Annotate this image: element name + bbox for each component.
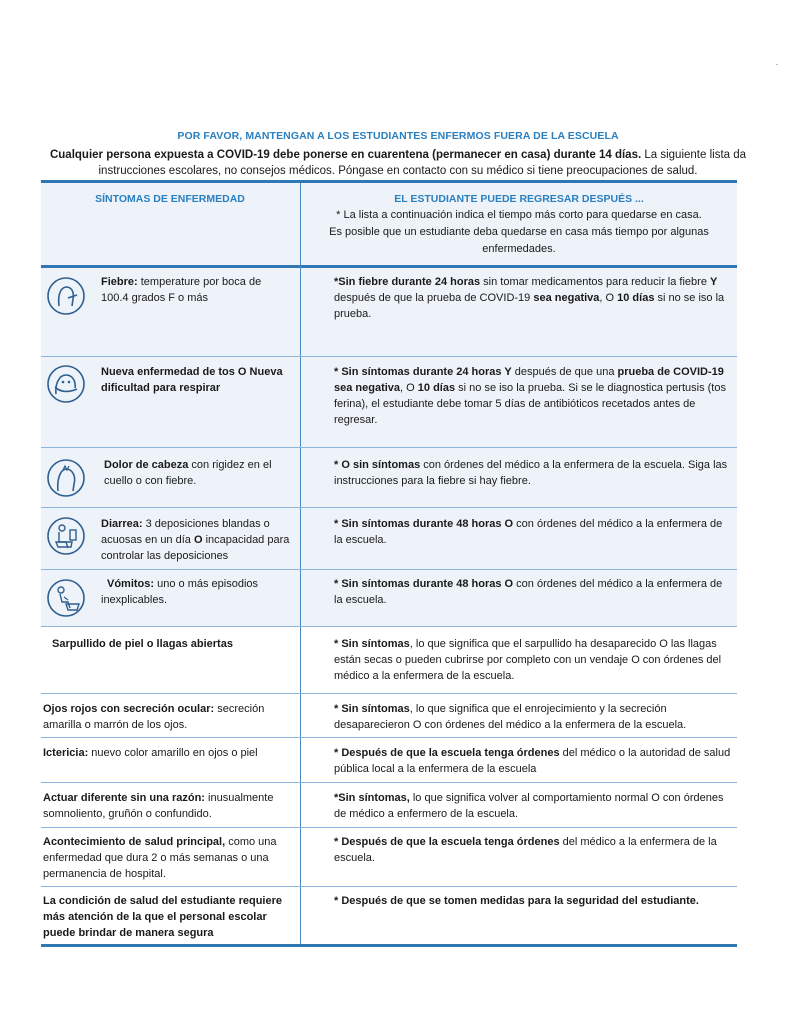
row-divider: [41, 356, 737, 357]
return-text-run: 10 días: [417, 382, 456, 394]
symptom-cell: [104, 457, 284, 489]
return-text-run: 10 días: [617, 292, 655, 304]
row-divider: [41, 886, 737, 887]
return-text-run: *Sin fiebre durante 24 horas: [334, 276, 481, 288]
intro-paragraph: [44, 147, 752, 179]
symptom-cell: [52, 636, 292, 652]
return-text-run: prueba de COVID-19 sea negativa: [334, 366, 724, 394]
return-cell: [334, 745, 732, 777]
note-line-1: * La lista a continuación indica el tiempo más corto para quedarse en casa.: [336, 209, 702, 221]
symptom-text-run: La condición de salud del estudiante requiere más atención de la que el personal escolar puede brindar de manera segura: [43, 895, 282, 939]
return-cell: [334, 790, 732, 822]
headache-icon: [46, 458, 86, 498]
page-title: POR FAVOR, MANTENGAN A LOS ESTUDIANTES ENFERMOS FUERA DE LA ESCUELA: [177, 130, 619, 142]
return-cell: [334, 893, 732, 909]
symptom-text-run: Sarpullido de piel o llagas abiertas: [52, 638, 233, 650]
symptom-cell: [101, 274, 281, 306]
symptom-text-run: Dolor de cabeza: [104, 459, 189, 471]
return-text-run: , O: [599, 292, 618, 304]
symptom-cell: [43, 701, 288, 733]
return-text-run: * Después de que se tomen medidas para la seguridad del estudiante.: [334, 895, 699, 907]
symptom-text-run: Ojos rojos con secreción ocular:: [43, 703, 215, 715]
symptom-cell: [101, 576, 286, 608]
return-cell: [334, 457, 732, 489]
symptom-cell: [43, 745, 293, 761]
return-text-run: si no se iso la prueba. Si se le diagnostica pertusis (tos ferina), el estudiante debe tomar 5 días de antibióticos recetados antes de regresar.: [334, 382, 726, 426]
table-header-rule: [41, 265, 737, 268]
symptom-text-run: Diarrea:: [101, 518, 143, 530]
symptom-text-run: nuevo color amarillo en ojos o piel: [88, 747, 258, 759]
return-cell: [334, 364, 732, 428]
toilet-icon: [46, 516, 86, 556]
symptom-text-run: Fiebre:: [101, 276, 138, 288]
return-text-run: después de que la prueba de COVID-19: [334, 292, 534, 304]
symptom-text-run: temperature por boca de 100.4 grados F o más: [101, 276, 262, 304]
row-divider: [41, 693, 737, 694]
row-divider: [41, 569, 737, 570]
return-cell: [334, 516, 732, 548]
intro-text: La siguiente lista da instrucciones escolares, no consejos médicos. Póngase en contacto con su médico si tiene preocupaciones de salud.: [98, 149, 747, 177]
scan-speck: [776, 64, 778, 65]
symptom-text-run: Vómitos:: [107, 578, 155, 590]
column-header-symptoms: SÍNTOMAS DE ENFERMEDAD: [95, 193, 245, 205]
return-text-run: con órdenes del médico a la enfermera de la escuela. Siga las instrucciones para la fiebre si hay fiebre.: [334, 459, 728, 487]
row-divider: [41, 507, 737, 508]
return-text-run: , lo que significa que el sarpullido ha desaparecido O las llagas están secas o pueden cubrirse por completo con un vendaje O con órdenes del médico a la enfermera de la escuela.: [334, 638, 722, 682]
return-text-run: después de que una: [511, 366, 618, 378]
row-divider: [41, 626, 737, 627]
return-cell: [334, 636, 732, 684]
symptom-cell: [101, 364, 291, 396]
symptom-text-run: 3 deposiciones blandas o acuosas en un día: [101, 518, 270, 546]
return-text-run: * Después de que la escuela tenga órdenes: [334, 836, 560, 848]
symptom-text-run: Nueva enfermedad de tos O Nueva dificultad para respirar: [101, 366, 283, 394]
symptom-text-run: incapacidad para controlar las deposiciones: [101, 534, 290, 562]
return-text-run: , O: [400, 382, 418, 394]
symptom-text-run: con rigidez en el cuello o con fiebre.: [104, 459, 272, 487]
row-divider: [41, 827, 737, 828]
return-text-run: si no se iso la prueba.: [334, 292, 725, 320]
return-text-run: , lo que significa que el enrojecimiento y la secreción desaparecieron O con órdenes del médico a la enfermera de la escuela.: [334, 703, 687, 731]
symptom-text-run: uno o más episodios inexplicables.: [101, 578, 259, 606]
return-text-run: * Sin síntomas: [334, 703, 410, 715]
intro-bold-text: Cualquier persona expuesta a COVID-19 debe ponerse en cuarentena (permanecer en casa) durante 14 días.: [49, 149, 642, 161]
symptom-text-run: inusualmente somnoliento, gruñón o confundido.: [43, 792, 274, 820]
symptom-cell: [43, 834, 293, 882]
row-divider: [41, 782, 737, 783]
return-text-run: del médico o la autoridad de salud pública local a la enfermera de la escuela: [334, 747, 731, 775]
fever-head-icon: [46, 276, 86, 316]
column-divider: [300, 183, 301, 944]
return-text-run: *Sin síntomas,: [334, 792, 410, 804]
table-top-rule: [41, 180, 737, 183]
row-divider: [41, 737, 737, 738]
symptom-text-run: Ictericia:: [43, 747, 89, 759]
return-cell: [334, 274, 732, 322]
cough-head-icon: [46, 364, 86, 404]
return-cell: [334, 576, 732, 608]
return-text-run: * Sin síntomas: [334, 638, 410, 650]
symptom-text-run: Actuar diferente sin una razón:: [43, 792, 205, 804]
return-text-run: lo que significa volver al comportamiento normal O con órdenes de médico a enfermero de la escuela.: [334, 792, 724, 820]
return-text-run: * Después de que la escuela tenga órdenes: [334, 747, 560, 759]
return-text-run: * O sin síntomas: [334, 459, 421, 471]
return-text-run: * Sin síntomas durante 48 horas O: [334, 518, 514, 530]
return-text-run: con órdenes del médico a la enfermera de la escuela.: [334, 578, 723, 606]
row-divider: [41, 447, 737, 448]
column-header-return: EL ESTUDIANTE PUEDE REGRESAR DESPUÉS ...: [394, 193, 644, 205]
symptom-cell: [43, 790, 293, 822]
return-text-run: Y: [710, 276, 718, 288]
return-text-run: con órdenes del médico a la enfermera de la escuela.: [334, 518, 723, 546]
return-text-run: del médico a la enfermera de la escuela.: [334, 836, 717, 864]
return-text-run: sea negativa: [533, 292, 600, 304]
return-text-run: * Sin síntomas durante 48 horas O: [334, 578, 514, 590]
vomit-icon: [46, 578, 86, 618]
symptom-text-run: como una enfermedad que dura 2 o más semanas o una permanencia de hospital.: [43, 836, 277, 880]
symptom-text-run: Acontecimiento de salud principal,: [43, 836, 226, 848]
symptom-text-run: O: [193, 534, 203, 546]
return-cell: [334, 834, 732, 866]
column-header-note: [305, 207, 733, 258]
return-cell: [334, 701, 732, 733]
symptom-text-run: secreción amarilla o marrón de los ojos.: [43, 703, 265, 731]
note-line-2: Es posible que un estudiante deba quedarse en casa más tiempo por algunas enfermedades.: [329, 226, 709, 255]
symptom-cell: [101, 516, 296, 564]
symptom-cell: [43, 893, 288, 941]
table-bottom-rule: [41, 944, 737, 947]
return-text-run: * Sin síntomas durante 24 horas Y: [334, 366, 512, 378]
return-text-run: sin tomar medicamentos para reducir la fiebre: [480, 276, 710, 288]
